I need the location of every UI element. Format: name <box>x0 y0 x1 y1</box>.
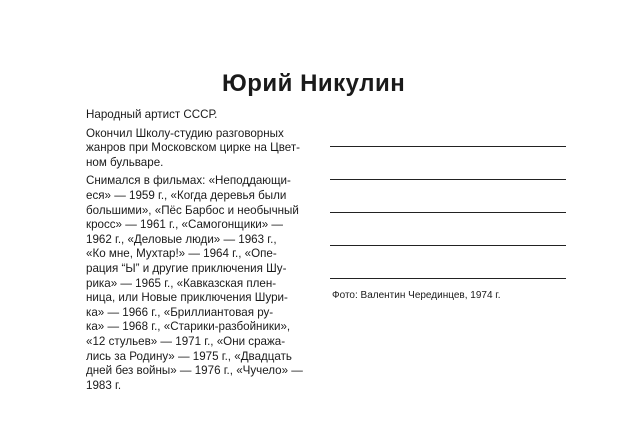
film-line: дней без войны» — 1976 г., «Чучело» — <box>86 364 303 378</box>
film-line: ница, или Новые приключения Шури- <box>86 291 288 305</box>
filmography-paragraph <box>72 174 312 393</box>
address-line <box>330 245 566 246</box>
bio-line: Народный артист СССР. <box>86 108 218 121</box>
address-line <box>330 146 566 147</box>
film-line: большими», «Пёс Барбос и необычный <box>86 203 299 217</box>
film-line: ка» — 1966 г., «Бриллиантовая ру- <box>86 305 274 319</box>
card-title: Юрий Никулин <box>222 70 406 97</box>
film-line: рика» — 1965 г., «Кавказская плен- <box>86 276 277 290</box>
address-line <box>330 212 566 213</box>
bio-line: жанров при Московском цирке на Цвет- <box>86 141 301 155</box>
film-line: «12 стульев» — 1971 г., «Они сража- <box>86 334 286 348</box>
film-line: 1962 г., «Деловые люди» — 1963 г., <box>86 232 277 246</box>
address-line <box>330 179 566 180</box>
bio-paragraph <box>72 127 312 171</box>
film-line: рация “Ы” и другие приключения Шу- <box>86 261 287 275</box>
bio-line: Окончил Школу-студию разговорных <box>86 126 284 140</box>
film-line: лись за Родину» — 1975 г., «Двадцать <box>86 349 292 363</box>
film-line: еся» — 1959 г., «Когда деревья были <box>86 188 287 202</box>
biography-text <box>72 108 312 397</box>
address-line <box>330 278 566 279</box>
film-line: Снимался в фильмах: «Неподдающи- <box>86 174 291 188</box>
film-line: кросс» — 1961 г., «Самогонщики» — <box>86 218 284 232</box>
film-line: «Ко мне, Мухтар!» — 1964 г., «Опе- <box>86 247 277 261</box>
bio-line: ном бульваре. <box>86 155 164 169</box>
film-line: 1983 г. <box>86 378 122 392</box>
photo-credit: Фото: Валентин Черединцев, 1974 г. <box>332 290 501 301</box>
bio-paragraph <box>72 108 312 123</box>
film-line: ка» — 1968 г., «Старики-разбойники», <box>86 320 291 334</box>
